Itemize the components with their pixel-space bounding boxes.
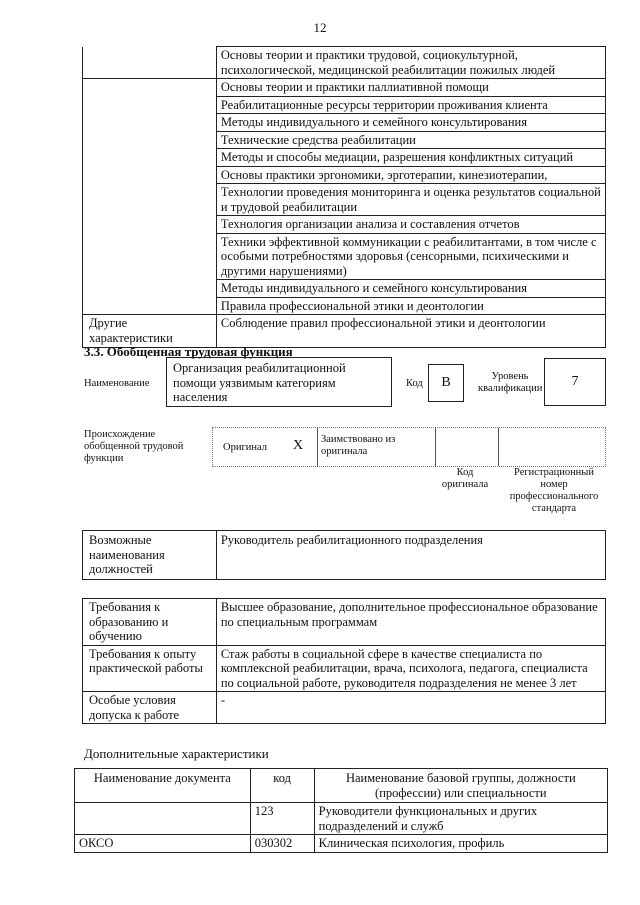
page-number: 12 [313,20,327,35]
knowledge-left-cell [83,216,217,234]
code-label: Код [406,378,423,389]
row-code: 030302 [250,835,314,853]
name-value: Организация реабилитационной помощи уязвимым категориям населения [173,361,346,404]
knowledge-item: Основы практики эргономики, эрготерапии, кинезиотерапии, [216,166,605,184]
education-value: Высшее образование, дополнительное профессиональное образование по специальным программам [216,599,605,646]
knowledge-item: Реабилитационные ресурсы территории проживания клиента [216,96,605,114]
original-label: Оригинал [223,442,267,453]
code-original-caption: Код оригинала [441,467,489,490]
knowledge-item: Технические средства реабилитации [216,131,605,149]
knowledge-row [83,131,606,149]
origin-box [212,427,606,467]
knowledge-row [83,216,606,234]
special-row [83,692,606,724]
knowledge-row [83,280,606,298]
knowledge-left-cell [83,166,217,184]
table-row [75,835,608,853]
header-name: Наименование базовой группы, должности (профессии) или специальности [314,769,607,803]
row-name: Клиническая психология, профиль [314,835,607,853]
code-box [428,364,464,402]
knowledge-item: Технология организации анализа и составления отчетов [216,216,605,234]
positions-row [83,531,606,580]
knowledge-row [83,297,606,315]
knowledge-item: Методы индивидуального и семейного консультирования [216,114,605,132]
knowledge-left-cell [83,79,217,97]
level-label: Уровень квалификации [478,371,543,394]
section-title: 3.3. Обобщенная трудовая функция [84,344,293,359]
experience-row [83,645,606,692]
table-row [75,803,608,835]
knowledge-row [83,114,606,132]
other-characteristics-value: Соблюдение правил профессиональной этики и деонтологии [216,315,605,348]
education-row [83,599,606,646]
knowledge-item: Основы теории и практики паллиативной помощи [216,79,605,97]
borrowed-label: Заимствовано из оригинала [321,434,396,457]
knowledge-left-cell [83,149,217,167]
knowledge-row [83,233,606,280]
requirements-table [82,598,606,724]
special-value: - [216,692,605,724]
other-characteristics-label: Другие характеристики [83,315,217,348]
special-label: Особые условия допуска к работе [83,692,217,724]
knowledge-left-cell [83,47,217,79]
positions-table [82,530,606,580]
additional-title: Дополнительные характеристики [84,746,269,761]
knowledge-row [83,184,606,216]
knowledge-table [82,46,606,348]
level-value: 7 [571,374,579,389]
knowledge-left-cell [83,297,217,315]
code-value: В [441,375,451,390]
knowledge-left-cell [83,114,217,132]
experience-value: Стаж работы в социальной сфере в качестве специалиста по комплексной реабилитации, врача, психолога, педагога, специалиста по социальной работе, руководителя подразделения не менее 3 лет [216,645,605,692]
row-document [75,803,251,835]
positions-label: Возможные наименования должностей [83,531,217,580]
knowledge-left-cell [83,184,217,216]
knowledge-item: Технологии проведения мониторинга и оценка результатов социальной и трудовой реабилитации [216,184,605,216]
knowledge-row [83,166,606,184]
knowledge-left-cell [83,233,217,280]
knowledge-left-cell [83,131,217,149]
knowledge-item: Основы теории и практики трудовой, социокультурной, психологической, медицинской реабилитации пожилых людей [216,47,605,79]
row-name: Руководители функциональных и других подразделений и служб [314,803,607,835]
level-box [544,358,606,406]
knowledge-row [83,79,606,97]
header-code: код [250,769,314,803]
original-mark: Х [293,438,304,453]
knowledge-row [83,149,606,167]
knowledge-left-cell [83,96,217,114]
name-label: Наименование [84,378,150,389]
origin-label: Происхождение обобщенной трудовой функции [84,429,184,464]
row-code: 123 [250,803,314,835]
knowledge-item: Методы и способы медиации, разрешения конфликтных ситуаций [216,149,605,167]
knowledge-left-cell [83,280,217,298]
education-label: Требования к образованию и обучению [83,599,217,646]
knowledge-item: Методы индивидуального и семейного консультирования [216,280,605,298]
knowledge-row [83,96,606,114]
header-document: Наименование документа [75,769,251,803]
name-box [166,357,392,407]
experience-label: Требования к опыту практической работы [83,645,217,692]
knowledge-item: Техники эффективной коммуникации с реабилитантами, в том числе с особыми потребностями здоровья (сенсорными, психическими и другими нарушениями) [216,233,605,280]
knowledge-item: Правила профессиональной этики и деонтологии [216,297,605,315]
row-document: ОКСО [75,835,251,853]
knowledge-row [83,47,606,79]
additional-header-row [75,769,608,803]
additional-table [74,768,608,853]
positions-value: Руководитель реабилитационного подразделения [216,531,605,580]
other-characteristics-row [83,315,606,348]
registration-caption: Регистрационный номер профессионального стандарта [509,467,599,514]
